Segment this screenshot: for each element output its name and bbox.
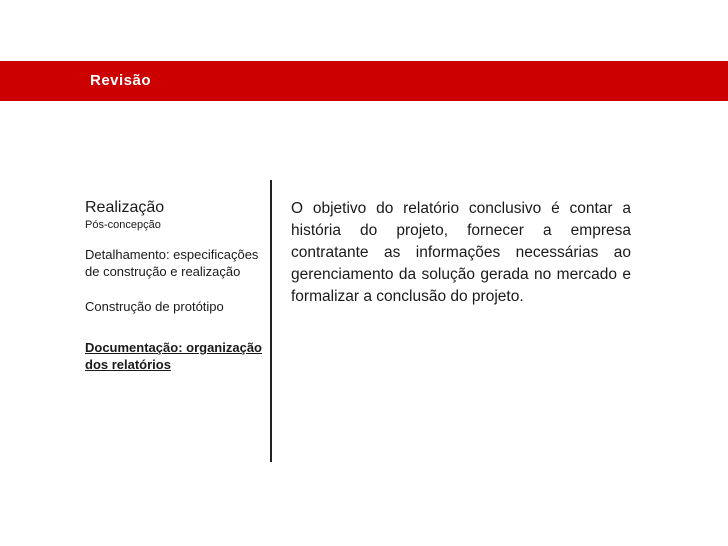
vertical-divider bbox=[270, 180, 272, 462]
phase-item-documentacao[interactable]: Documentação: organização dos relatórios bbox=[85, 340, 262, 372]
phase-heading: Realização bbox=[85, 199, 165, 216]
phase-item-prototipo: Construção de protótipo bbox=[85, 299, 224, 314]
phase-subheading: Pós-concepção bbox=[85, 219, 161, 231]
phase-list bbox=[85, 198, 265, 373]
slide-title: Revisão bbox=[90, 72, 152, 89]
title-banner bbox=[0, 61, 728, 101]
phase-item-detalhamento: Detalhamento: especificações de construção e realização bbox=[85, 247, 259, 279]
description-text: O objetivo do relatório conclusivo é contar a história do projeto, fornecer a empresa contratante as informações necessárias ao gerenciamento da solução gerada no mercado e formalizar a conclusão do projeto. bbox=[291, 200, 631, 305]
